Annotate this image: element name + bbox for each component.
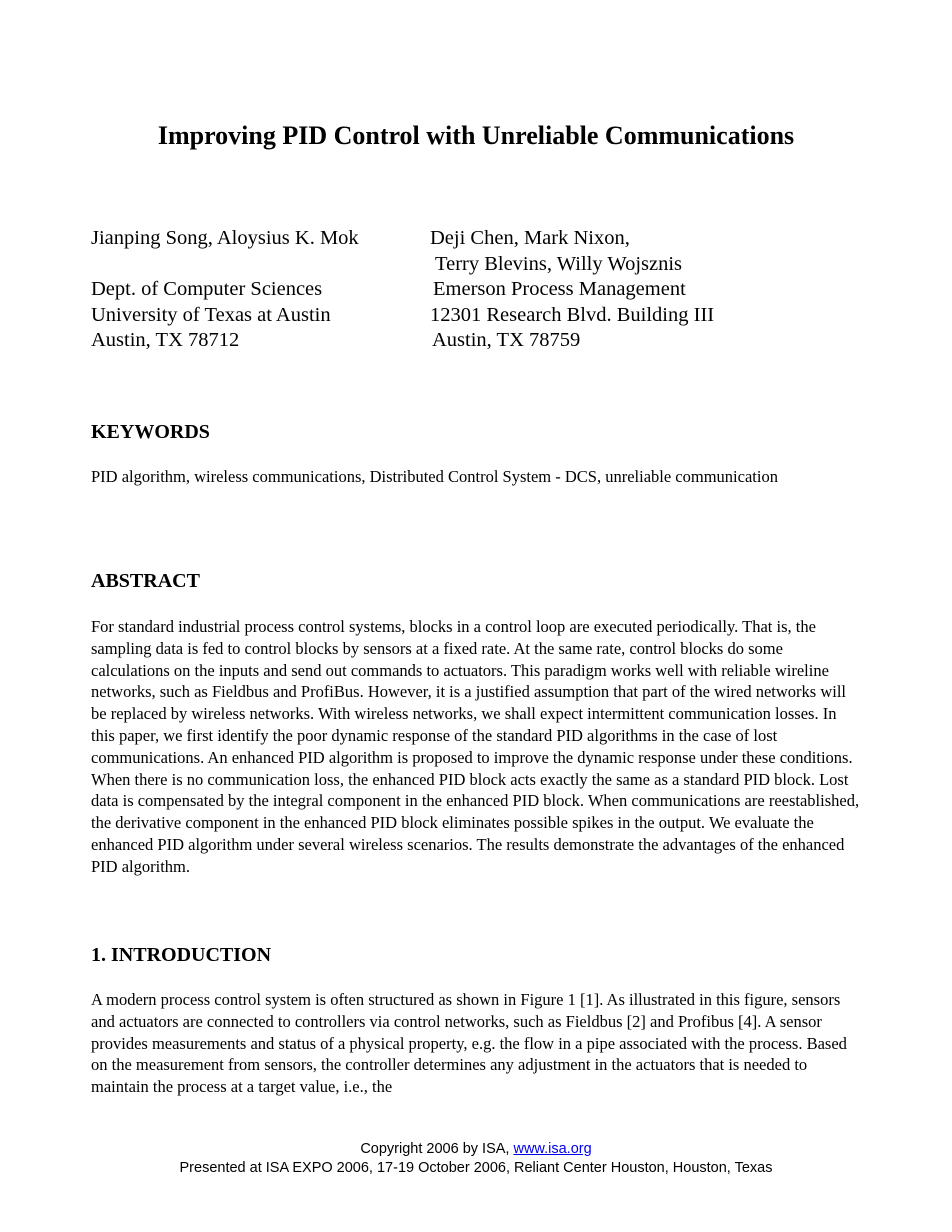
introduction-text: A modern process control system is often structured as shown in Figure 1 [1]. As illustrated in this figure, sensors and actuators are connected to controllers via control networks, such as Fieldbus [2] and Profibus [4]. A sensor provides measurements and status of a physical property, e.g. the flow in a pipe associated with the process. Based on the measurement from sensors, the controller determines any adjustment in the actuators that is needed to maintain the process at a target value, i.e., the	[91, 990, 847, 1097]
author-institution-right: 12301 Research Blvd. Building III	[430, 303, 715, 326]
author-address-right: Austin, TX 78759	[432, 329, 581, 351]
author-column-right	[430, 226, 714, 354]
keywords-text: PID algorithm, wireless communications, Distributed Control System - DCS, unreliable communication	[91, 467, 778, 486]
page-footer	[0, 1140, 952, 1178]
abstract-text: For standard industrial process control systems, blocks in a control loop are executed periodically. That is, the sampling data is fed to control blocks by sensors at a fixed rate. At the same rate, control blocks do some calculations on the inputs and send out commands to actuators. This paradigm works well with reliable wireline networks, such as Fieldbus and ProfiBus. However, it is a justified assumption that part of the wired networks will be replaced by wireless networks. With wireless networks, we shall expect intermittent communication losses. In this paper, we first identify the poor dynamic response of the standard PID algorithms in the case of lost communications. An enhanced PID algorithm is proposed to improve the dynamic response under these conditions. When there is no communication loss, the enhanced PID block acts exactly the same as a standard PID block. Lost data is compensated by the integral component in the enhanced PID block. When communications are reestablished, the derivative component in the enhanced PID block eliminates possible spikes in the output. We evaluate the enhanced PID algorithm under several wireless scenarios. The results demonstrate the advantages of the enhanced PID algorithm.	[91, 617, 860, 876]
author-institution-left: University of Texas at Austin	[91, 303, 331, 326]
author-dept-left: Dept. of Computer Sciences	[91, 278, 323, 300]
author-dept-right: Emerson Process Management	[433, 278, 686, 300]
author-names-right-1: Deji Chen, Mark Nixon,	[430, 227, 630, 249]
spacer	[91, 252, 359, 278]
copyright-text: Copyright 2006 by ISA,	[360, 1141, 514, 1157]
paper-title: Improving PID Control with Unreliable Communications	[157, 121, 795, 150]
author-column-left	[91, 226, 359, 354]
introduction-heading: 1. INTRODUCTION	[91, 944, 272, 966]
isa-link[interactable]: www.isa.org	[513, 1141, 592, 1157]
author-names-right-2: Terry Blevins, Willy Wojsznis	[435, 252, 683, 275]
copyright-line	[0, 1140, 952, 1159]
keywords-heading: KEYWORDS	[91, 421, 210, 443]
author-names-left: Jianping Song, Aloysius K. Mok	[91, 227, 359, 249]
abstract-heading: ABSTRACT	[91, 570, 200, 592]
presented-line: Presented at ISA EXPO 2006, 17-19 October 2006, Reliant Center Houston, Houston, Texas	[179, 1160, 773, 1176]
author-address-left: Austin, TX 78712	[91, 329, 240, 351]
